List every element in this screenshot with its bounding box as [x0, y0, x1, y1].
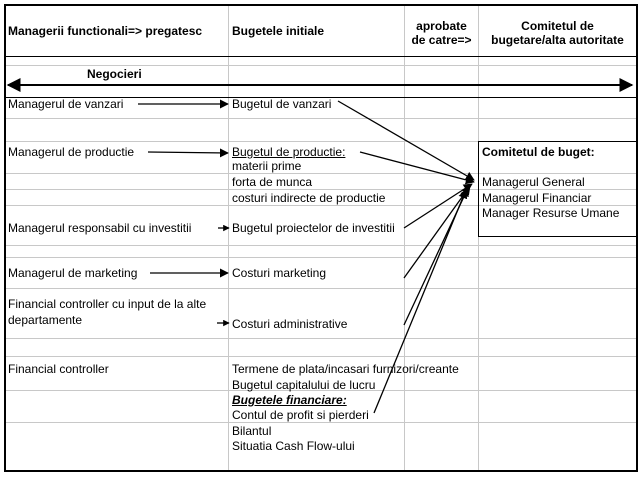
financial-budget-item: Situatia Cash Flow-ului — [232, 439, 355, 453]
header-committee-line1: Comitetul de — [521, 19, 594, 33]
budget-production-item: materii prime — [232, 159, 302, 173]
manager-fc-input-line1: Financial controller cu input de la alte — [8, 297, 207, 311]
manager-fc: Financial controller — [8, 362, 109, 376]
manager-fc-input-line2: departamente — [8, 313, 83, 327]
header-committee-line2: bugetare/alta autoritate — [491, 33, 624, 47]
negotiation-label: Negocieri — [87, 67, 142, 81]
budget-production-item: forta de munca — [232, 175, 313, 189]
committee-member: Managerul General — [482, 175, 585, 189]
budget-fc-item: Bugetul capitalului de lucru — [232, 378, 376, 392]
manager-sales: Managerul de vanzari — [8, 97, 124, 111]
budget-sales: Bugetul de vanzari — [232, 97, 332, 111]
budget-admin: Costuri administrative — [232, 317, 348, 331]
header-budgets: Bugetele initiale — [232, 24, 325, 38]
committee-title: Comitetul de buget: — [482, 145, 595, 159]
budget-investments: Bugetul proiectelor de investitii — [232, 221, 395, 235]
header-approved-line1: aprobate — [416, 19, 467, 33]
header-managers: Managerii functionali=> pregatesc — [8, 24, 203, 38]
arrow-investments-to-committee — [404, 184, 472, 228]
budget-fc-item: Termene de plata/incasari furnizori/creante — [232, 362, 459, 376]
financial-budget-item: Contul de profit si pierderi — [232, 408, 369, 422]
manager-marketing: Managerul de marketing — [8, 266, 138, 280]
committee-member: Managerul Financiar — [482, 191, 592, 205]
arrow-sales-to-committee — [338, 101, 474, 180]
header-approved-line2: de catre=> — [411, 33, 472, 47]
arrow-production — [148, 152, 228, 153]
arrow-marketing-to-committee — [404, 186, 470, 278]
budget-marketing: Costuri marketing — [232, 266, 327, 280]
committee-member: Manager Resurse Umane — [482, 206, 620, 220]
manager-investments: Managerul responsabil cu investitii — [8, 221, 192, 235]
manager-production: Managerul de productie — [8, 145, 135, 159]
arrow-financial-to-committee — [374, 190, 466, 413]
financial-budgets-title: Bugetele financiare: — [232, 393, 347, 407]
financial-budget-item: Bilantul — [232, 424, 272, 438]
arrow-production-to-committee — [360, 152, 474, 182]
budget-production: Bugetul de productie: — [232, 145, 346, 159]
budget-production-item: costuri indirecte de productie — [232, 191, 386, 205]
